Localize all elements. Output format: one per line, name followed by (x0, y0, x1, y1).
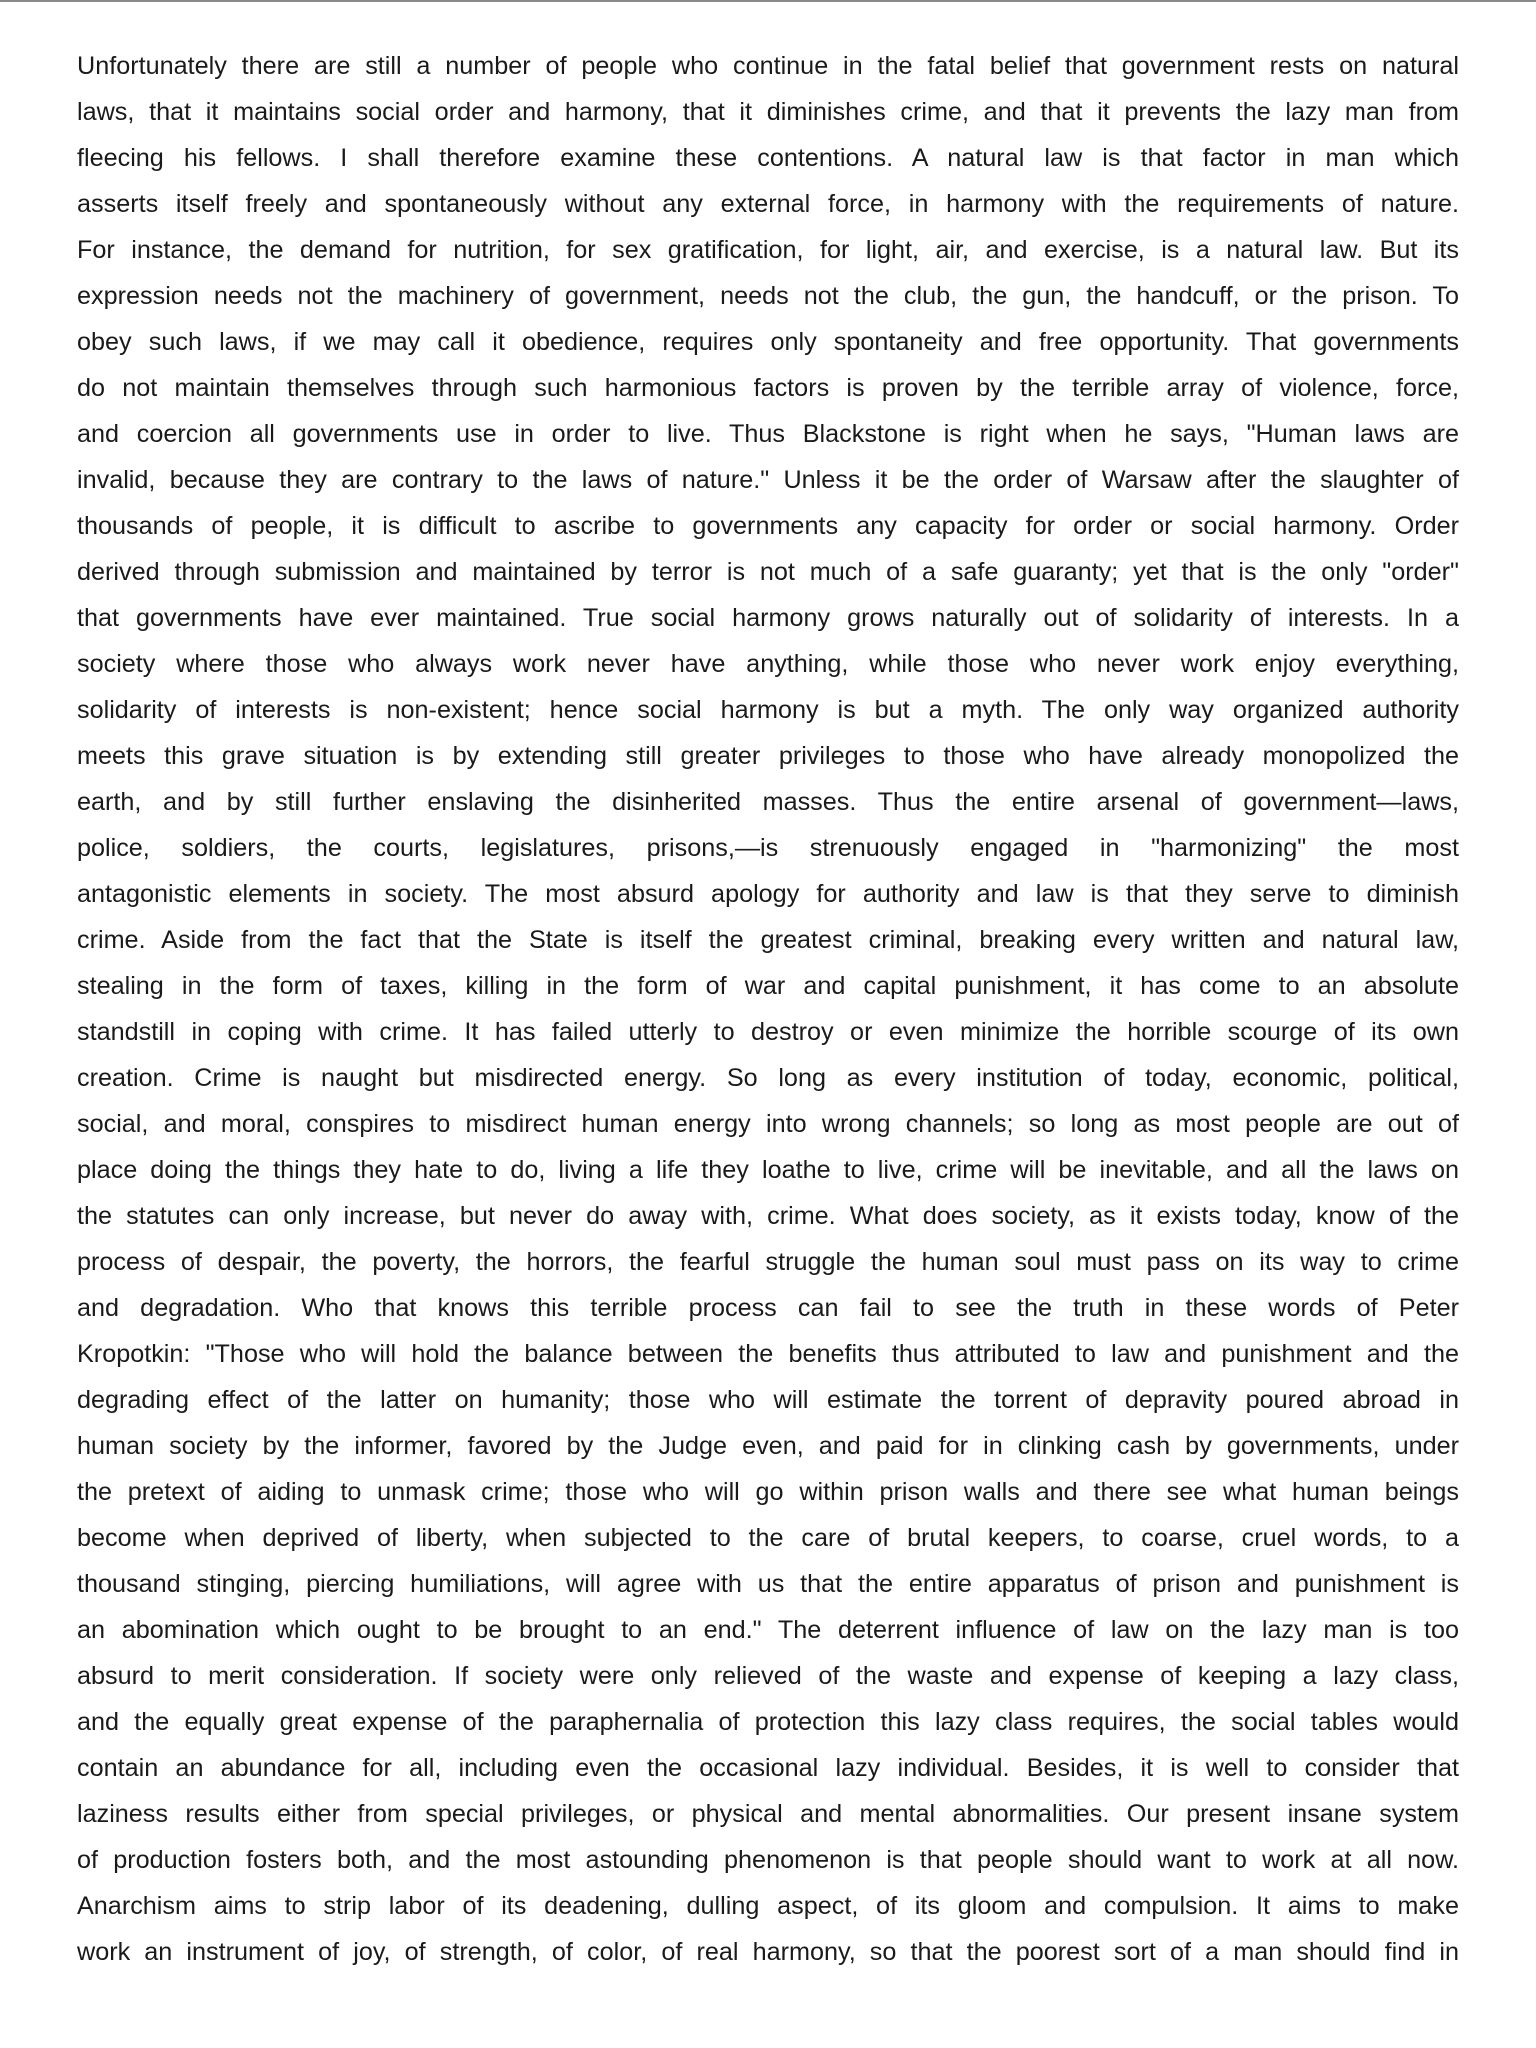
text-line: stealing in the form of taxes, killing in the form of war and capital punishment, it has come to an absolute (77, 972, 1459, 1000)
text-line: laws, that it maintains social order and harmony, that it diminishes crime, and that it prevents the lazy man from (77, 98, 1459, 126)
text-line: solidarity of interests is non-existent; hence social harmony is but a myth. The only way organized authority (77, 696, 1459, 724)
text-line: and the equally great expense of the paraphernalia of protection this lazy class requires, the social tables would (77, 1708, 1459, 1736)
text-line: of production fosters both, and the most astounding phenomenon is that people should want to work at all now. (77, 1846, 1459, 1874)
document-page (77, 43, 1459, 1975)
body-paragraph (77, 43, 1459, 1975)
text-line: human society by the informer, favored by the Judge even, and paid for in clinking cash by governments, under (77, 1432, 1459, 1460)
text-line: an abomination which ought to be brought to an end." The deterrent influence of law on the lazy man is too (77, 1616, 1459, 1644)
text-line: the statutes can only increase, but never do away with, crime. What does society, as it exists today, know of the (77, 1202, 1459, 1230)
text-line: thousands of people, it is difficult to ascribe to governments any capacity for order or social harmony. Order (77, 512, 1459, 540)
text-line: degrading effect of the latter on humanity; those who will estimate the torrent of depravity poured abroad in (77, 1386, 1459, 1414)
text-line: social, and moral, conspires to misdirect human energy into wrong channels; so long as most people are out of (77, 1110, 1459, 1138)
top-divider (0, 0, 1536, 2)
text-line: society where those who always work never have anything, while those who never work enjoy everything, (77, 650, 1459, 678)
text-line: earth, and by still further enslaving the disinherited masses. Thus the entire arsenal of government—laws, (77, 788, 1459, 816)
text-line: fleecing his fellows. I shall therefore examine these contentions. A natural law is that factor in man which (77, 144, 1459, 172)
text-line: expression needs not the machinery of government, needs not the club, the gun, the handcuff, or the prison. To (77, 282, 1459, 310)
text-line: place doing the things they hate to do, living a life they loathe to live, crime will be inevitable, and all the laws on (77, 1156, 1459, 1184)
text-line: do not maintain themselves through such harmonious factors is proven by the terrible array of violence, force, (77, 374, 1459, 402)
text-line: obey such laws, if we may call it obedience, requires only spontaneity and free opportunity. That governments (77, 328, 1459, 356)
text-line: and degradation. Who that knows this terrible process can fail to see the truth in these words of Peter (77, 1294, 1459, 1322)
text-line: asserts itself freely and spontaneously without any external force, in harmony with the requirements of nature. (77, 190, 1459, 218)
text-line: derived through submission and maintained by terror is not much of a safe guaranty; yet that is the only "order" (77, 558, 1459, 586)
text-line: contain an abundance for all, including even the occasional lazy individual. Besides, it is well to consider that (77, 1754, 1459, 1782)
text-line: crime. Aside from the fact that the State is itself the greatest criminal, breaking every written and natural law, (77, 926, 1459, 954)
text-line: standstill in coping with crime. It has failed utterly to destroy or even minimize the horrible scourge of its own (77, 1018, 1459, 1046)
text-line: work an instrument of joy, of strength, of color, of real harmony, so that the poorest sort of a man should find in (77, 1938, 1459, 1966)
text-line: Anarchism aims to strip labor of its deadening, dulling aspect, of its gloom and compulsion. It aims to make (77, 1892, 1459, 1920)
text-line: become when deprived of liberty, when subjected to the care of brutal keepers, to coarse, cruel words, to a (77, 1524, 1459, 1552)
text-line: and coercion all governments use in order to live. Thus Blackstone is right when he says, "Human laws are (77, 420, 1459, 448)
text-line: process of despair, the poverty, the horrors, the fearful struggle the human soul must pass on its way to crime (77, 1248, 1459, 1276)
text-line: For instance, the demand for nutrition, for sex gratification, for light, air, and exercise, is a natural law. But its (77, 236, 1459, 264)
text-line: meets this grave situation is by extending still greater privileges to those who have already monopolized the (77, 742, 1459, 770)
text-line: Unfortunately there are still a number of people who continue in the fatal belief that government rests on natural (77, 52, 1459, 80)
text-line: the pretext of aiding to unmask crime; those who will go within prison walls and there see what human beings (77, 1478, 1459, 1506)
text-line: police, soldiers, the courts, legislatures, prisons,—is strenuously engaged in "harmonizing" the most (77, 834, 1459, 862)
text-line: that governments have ever maintained. True social harmony grows naturally out of solidarity of interests. In a (77, 604, 1459, 632)
text-line: absurd to merit consideration. If society were only relieved of the waste and expense of keeping a lazy class, (77, 1662, 1459, 1690)
text-line: laziness results either from special privileges, or physical and mental abnormalities. Our present insane system (77, 1800, 1459, 1828)
text-line: antagonistic elements in society. The most absurd apology for authority and law is that they serve to diminish (77, 880, 1459, 908)
text-line: creation. Crime is naught but misdirected energy. So long as every institution of today, economic, political, (77, 1064, 1459, 1092)
text-line: invalid, because they are contrary to the laws of nature." Unless it be the order of Warsaw after the slaughter of (77, 466, 1459, 494)
text-line: Kropotkin: "Those who will hold the balance between the benefits thus attributed to law and punishment and the (77, 1340, 1459, 1368)
text-line: thousand stinging, piercing humiliations, will agree with us that the entire apparatus of prison and punishment is (77, 1570, 1459, 1598)
